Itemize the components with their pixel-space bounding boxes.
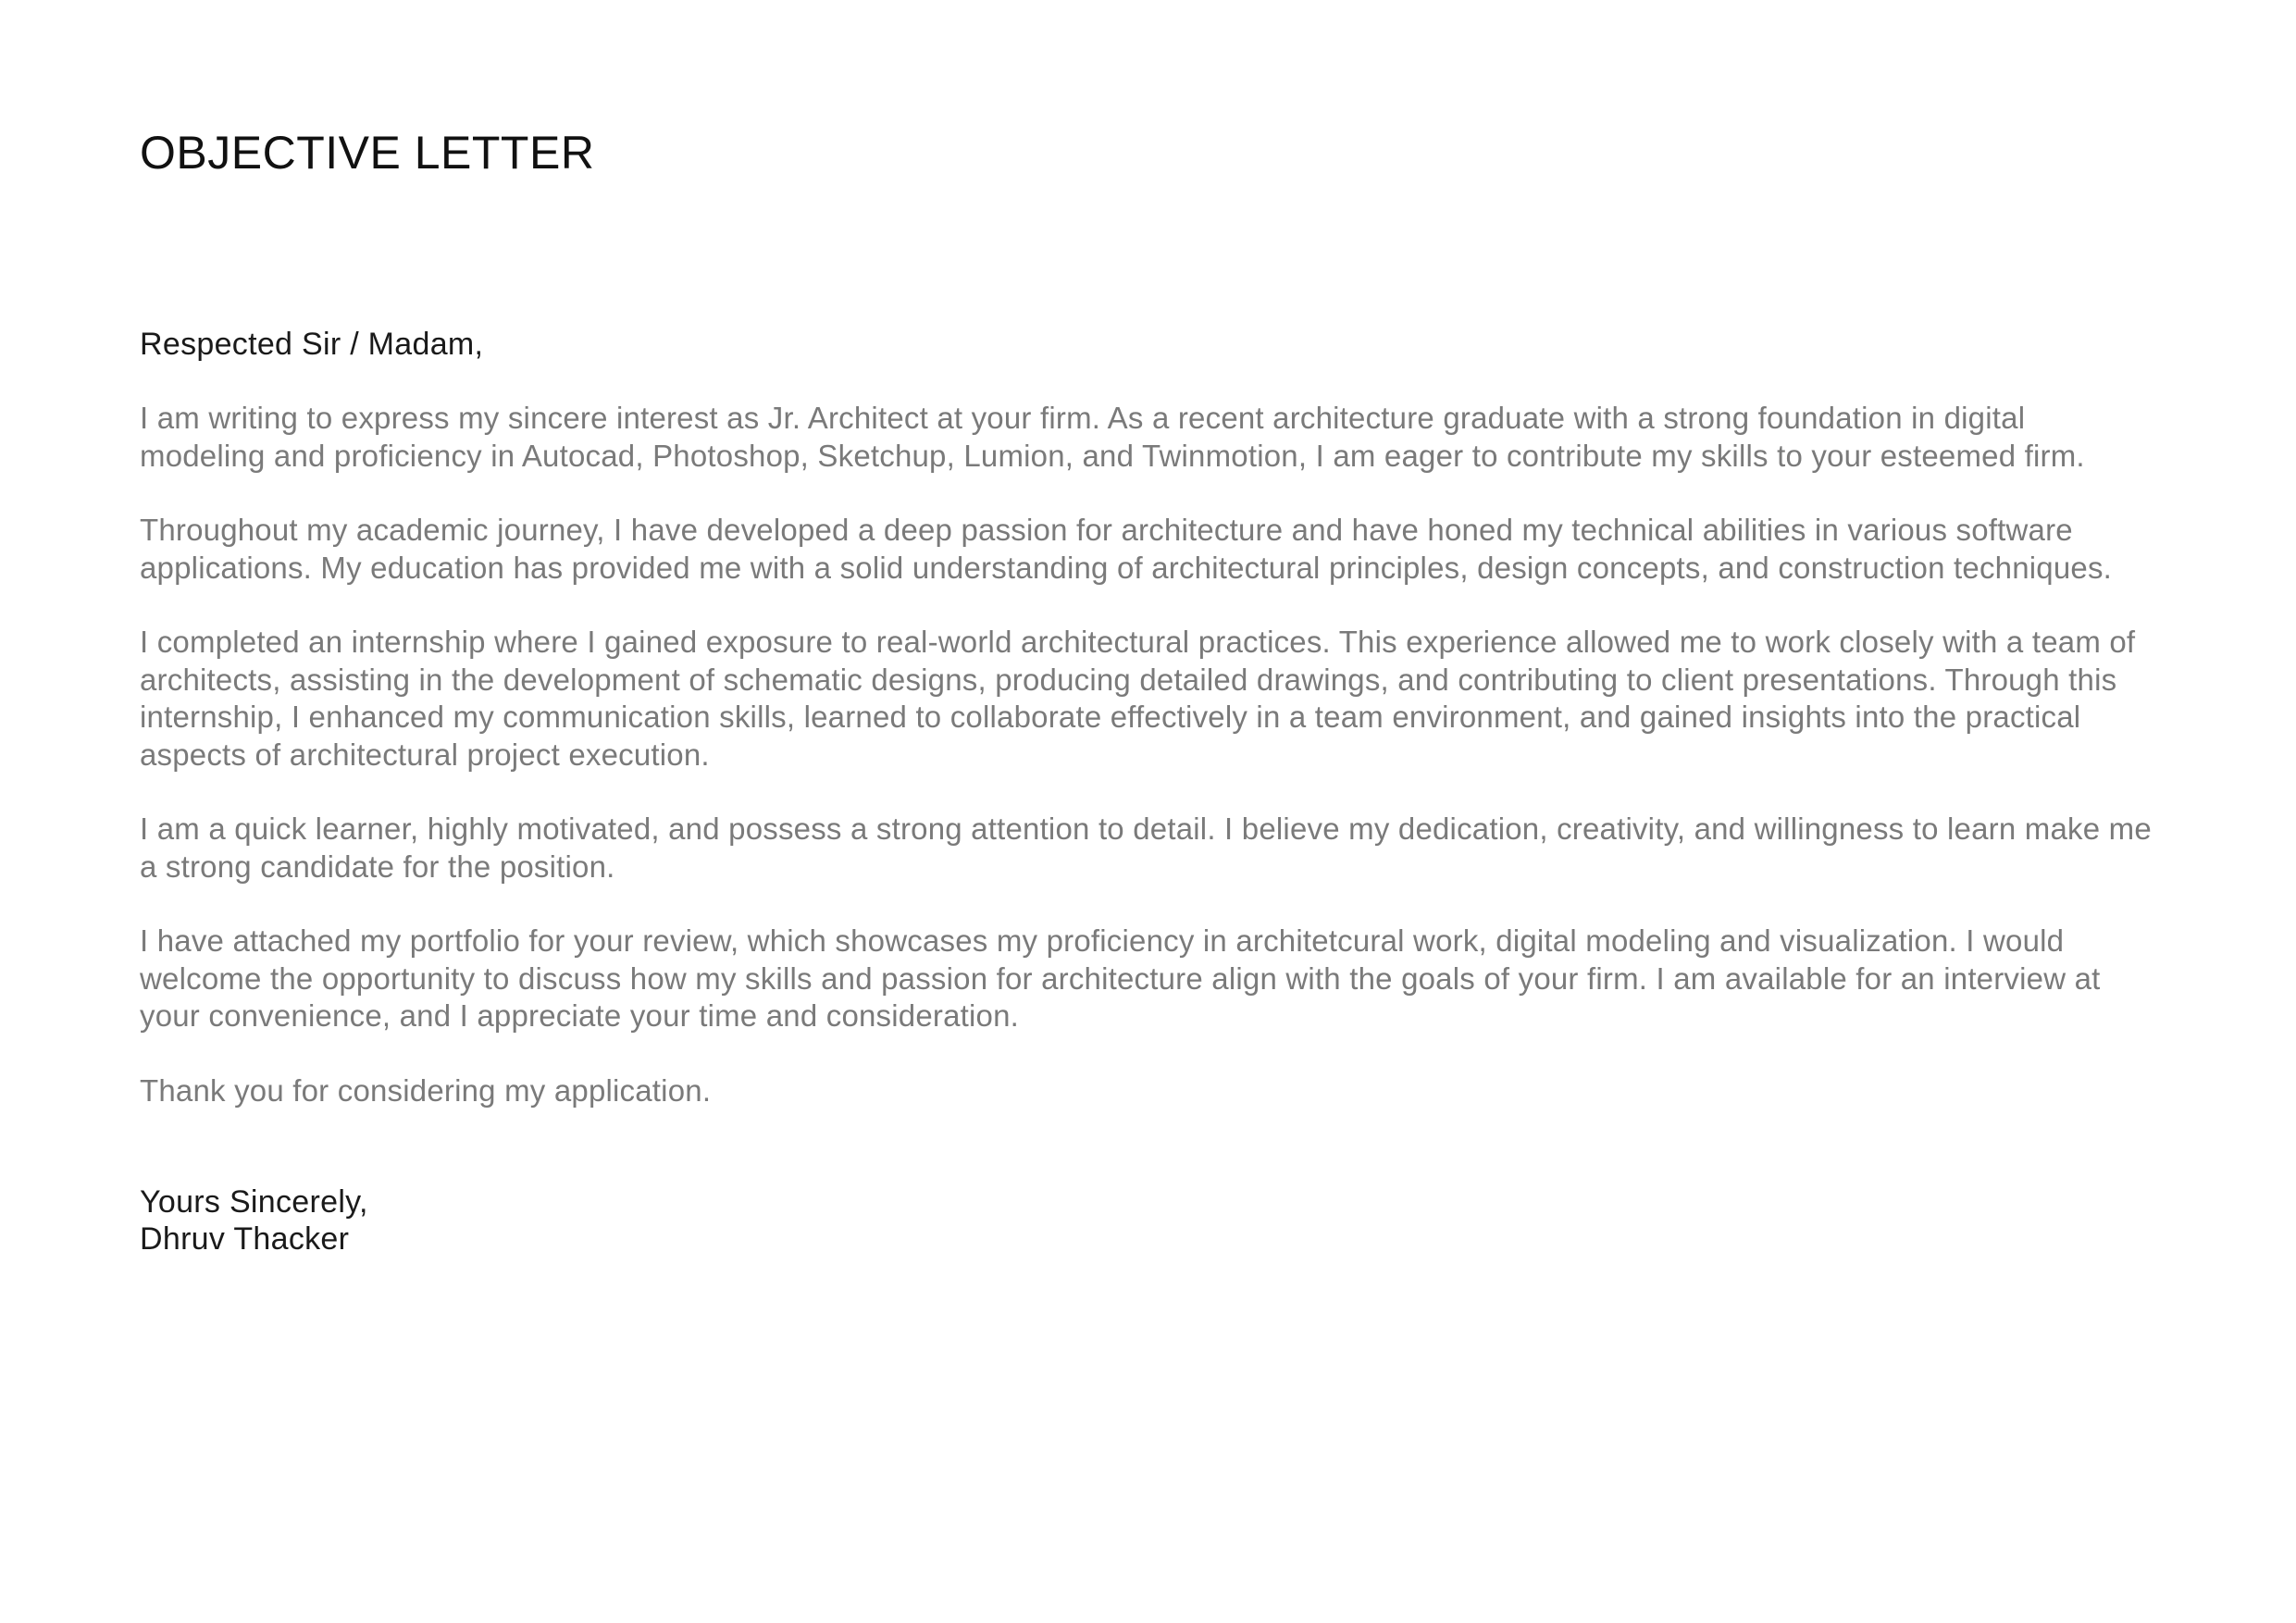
signature-name: Dhruv Thacker	[140, 1221, 350, 1257]
paragraph-internship: I completed an internship where I gained exposure to real-world architectural practices. This experience allowed me to work closely with a team of architects, assisting in the development of schematic designs, producing detailed drawings, and contributing to client presentations. Through this internship, I enhanced my communication skills, learned to collaborate effectively in a team environment, and gained insights into the practical aspects of architectural project execution.	[140, 625, 2136, 772]
paragraph-portfolio: I have attached my portfolio for your review, which showcases my proficiency in architetcural work, digital modeling and visualization. I would welcome the opportunity to discuss how my skills and passion for architecture align with the goals of your firm. I am available for an interview at your convenience, and I appreciate your time and consideration.	[140, 923, 2101, 1033]
paragraph-thanks: Thank you for considering my application.	[140, 1072, 712, 1108]
paragraph-intro: I am writing to express my sincere interest as Jr. Architect at your firm. As a recent architecture graduate with a strong foundation in digital modeling and proficiency in Autocad, Photoshop, Sketchup, Lumion, and Twinmotion, I am eager to contribute my skills to your esteemed firm.	[140, 401, 2085, 473]
closing-line: Yours Sincerely,	[140, 1184, 368, 1220]
paragraph-qualities: I am a quick learner, highly motivated, and possess a strong attention to detail. I believe my dedication, creativity, and willingness to learn make me a strong candidate for the position.	[140, 812, 2152, 884]
closing-block	[140, 1183, 2157, 1258]
paragraph-academic: Throughout my academic journey, I have developed a deep passion for architecture and have honed my technical abilities in various software applications. My education has provided me with a solid understanding of architectural principles, design concepts, and construction techniques.	[140, 513, 2113, 585]
letter-body	[140, 326, 2157, 1258]
page-title: OBJECTIVE LETTER	[140, 127, 595, 179]
salutation: Respected Sir / Madam,	[140, 327, 484, 362]
